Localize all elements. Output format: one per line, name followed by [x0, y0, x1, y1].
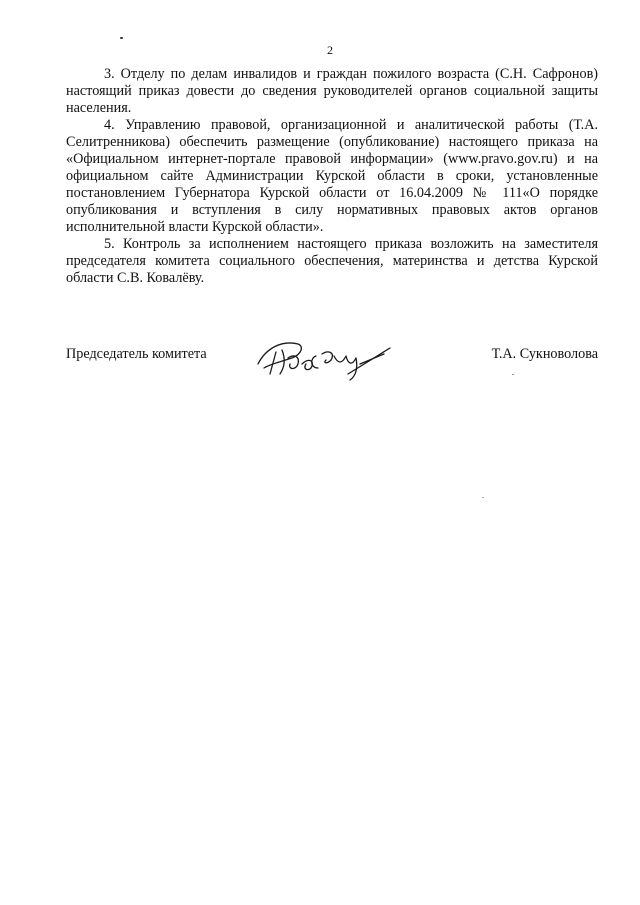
- document-body: [66, 66, 598, 287]
- scan-speck: [482, 497, 484, 498]
- signatory-name: Т.А. Сукноволова: [491, 346, 598, 362]
- signatory-role: Председатель комитета: [66, 346, 207, 362]
- page-number: 2: [327, 43, 333, 57]
- paragraph-3: 3. Отделу по делам инвалидов и граждан пожилого возраста (С.Н. Сафронов) настоящий приказ довести до сведения руководителей органов социальной защиты населения.: [66, 66, 598, 116]
- scan-speck: [512, 374, 514, 375]
- paragraph-4: 4. Управлению правовой, организационной и аналитической работы (Т.А. Селитренникова) обеспечить размещение (опубликование) настоящего приказа на «Официальном интернет-портале правовой информации» (www.pravo.gov.ru) и на официальном сайте Администрации Курской области в сроки, установленные постановлением Губернатора Курской области от 16.04.2009 № 111«О порядке опубликования и вступления в силу нормативных правовых актов органов исполнительной власти Курской области».: [66, 117, 598, 235]
- signature-block: [66, 344, 598, 384]
- scan-speck: [120, 37, 123, 39]
- handwritten-signature: [252, 334, 397, 382]
- paragraph-5: 5. Контроль за исполнением настоящего приказа возложить на заместителя председателя комитета социального обеспечения, материнства и детства Курской области С.В. Ковалёву.: [66, 236, 598, 286]
